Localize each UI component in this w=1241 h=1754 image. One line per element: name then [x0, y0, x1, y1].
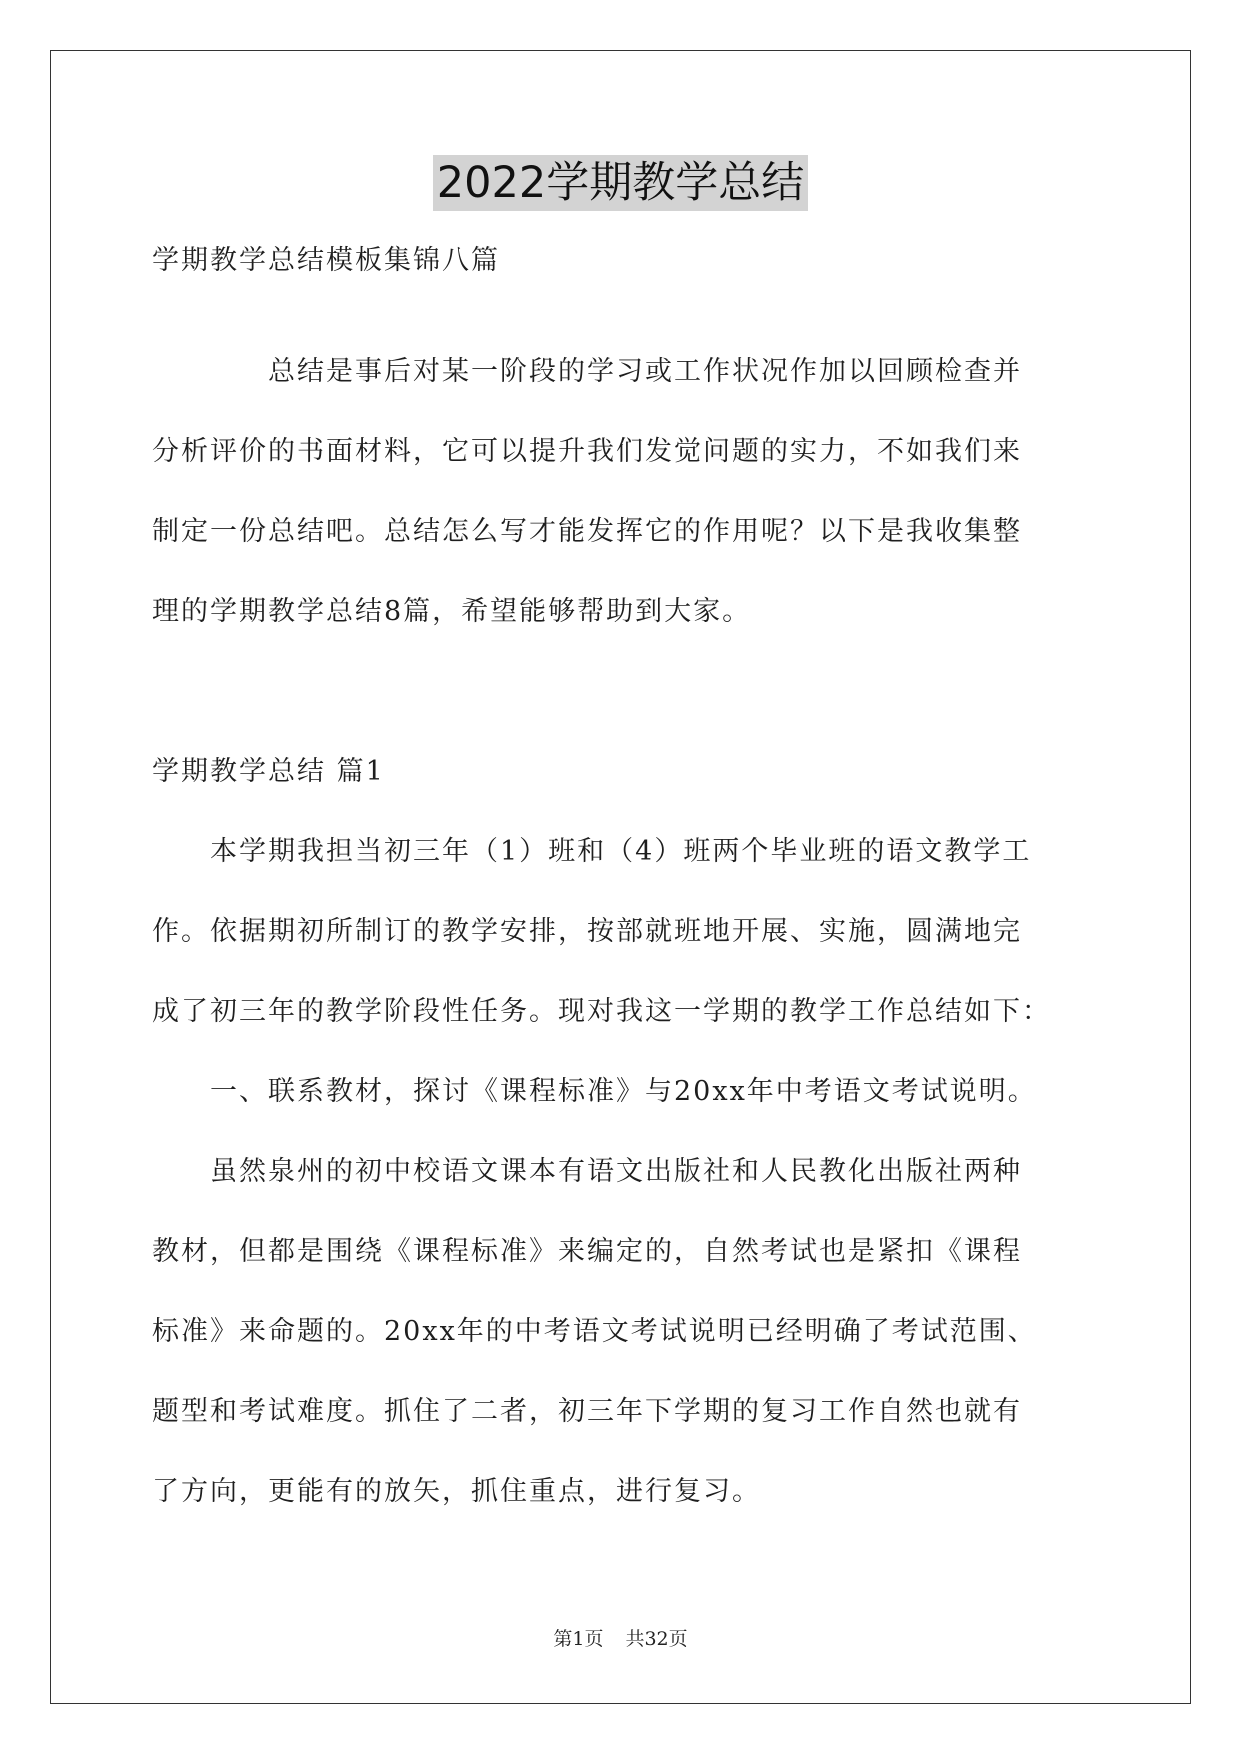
paragraph-line: 本学期我担当初三年（1）班和（4）班两个毕业班的语文教学工 — [152, 836, 1032, 867]
paragraph-line: 制定一份总结吧。总结怎么写才能发挥它的作用呢？以下是我收集整 — [152, 516, 1022, 547]
paragraph-line: 教材，但都是围绕《课程标准》来编定的，自然考试也是紧扣《课程 — [152, 1236, 1022, 1267]
title-container — [0, 155, 1241, 211]
paragraph-line: 总结是事后对某一阶段的学习或工作状况作加以回顾检查并 — [152, 356, 1022, 387]
paragraph-line: 理的学期教学总结8篇，希望能够帮助到大家。 — [152, 596, 752, 627]
paragraph-line: 成了初三年的教学阶段性任务。现对我这一学期的教学工作总结如下： — [152, 996, 1051, 1027]
paragraph-line: 分析评价的书面材料，它可以提升我们发觉问题的实力，不如我们来 — [152, 436, 1022, 467]
section-heading: 学期教学总结 篇1 — [152, 756, 385, 787]
paragraph-line: 虽然泉州的初中校语文课本有语文出版社和人民教化出版社两种 — [152, 1156, 1022, 1187]
paragraph-line: 题型和考试难度。抓住了二者，初三年下学期的复习工作自然也就有 — [152, 1396, 1022, 1427]
paragraph-line: 标准》来命题的。20xx年的中考语文考试说明已经明确了考试范围、 — [152, 1316, 1037, 1347]
page-footer — [0, 1626, 1241, 1652]
page-border — [50, 50, 1191, 1704]
document-title: 2022学期教学总结 — [433, 155, 808, 211]
page-total: 共32页 — [625, 1628, 688, 1650]
page-number: 第1页 — [553, 1628, 604, 1650]
paragraph-line: 一、联系教材，探讨《课程标准》与20xx年中考语文考试说明。 — [152, 1076, 1037, 1107]
subtitle-line: 学期教学总结模板集锦八篇 — [152, 245, 500, 276]
paragraph-line: 了方向，更能有的放矢，抓住重点，进行复习。 — [152, 1476, 761, 1507]
paragraph-line: 作。依据期初所制订的教学安排，按部就班地开展、实施，圆满地完 — [152, 916, 1022, 947]
